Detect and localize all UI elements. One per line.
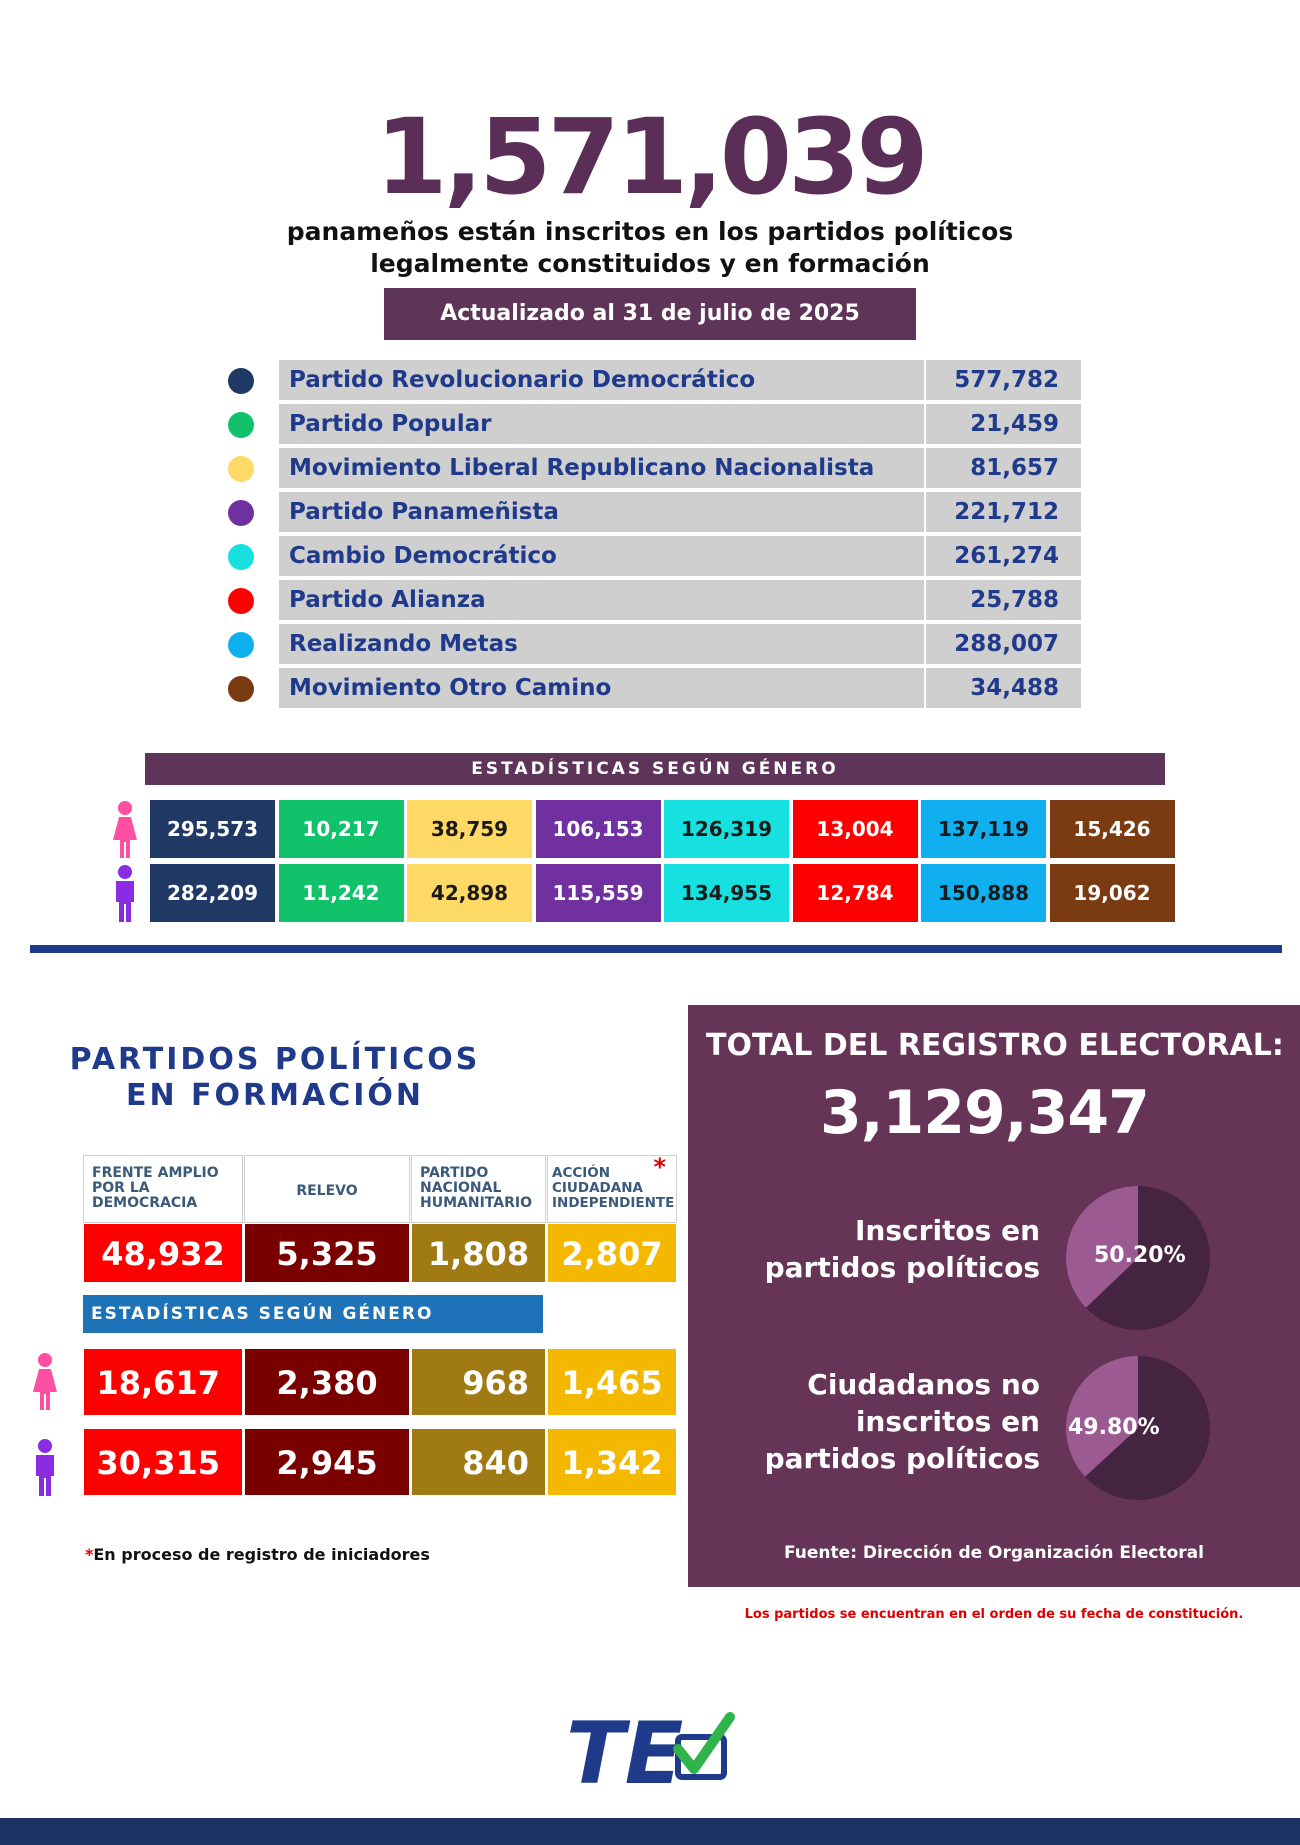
formation-party-name: RELEVO xyxy=(296,1183,358,1199)
not-inscribed-label xyxy=(765,1366,1040,1477)
party-value: 221,712 xyxy=(926,492,1081,532)
formation-female-cell: 968 xyxy=(411,1348,546,1416)
party-color-dot xyxy=(228,412,254,438)
not-inscribed-label-line-1: Ciudadanos no xyxy=(807,1368,1040,1401)
formation-male-cell: 30,315 xyxy=(83,1428,243,1496)
female-count-cell: 38,759 xyxy=(407,800,532,858)
female-count-cell: 106,153 xyxy=(536,800,661,858)
party-color-dot xyxy=(228,676,254,702)
formation-female-cell: 1,465 xyxy=(547,1348,677,1416)
order-note: Los partidos se encuentran en el orden de su fecha de constitución. xyxy=(744,1607,1244,1622)
female-count-cell: 13,004 xyxy=(793,800,918,858)
formation-title-line-1: PARTIDOS POLÍTICOS xyxy=(69,1042,481,1077)
female-count-cell: 295,573 xyxy=(150,800,275,858)
bottom-bar xyxy=(0,1818,1300,1845)
subtitle xyxy=(0,216,1300,280)
footnote-text: En proceso de registro de iniciadores xyxy=(93,1545,430,1564)
party-row xyxy=(228,624,1078,664)
formation-male-cell: 2,945 xyxy=(244,1428,410,1496)
in-process-star: * xyxy=(653,1153,666,1181)
formation-male-icon xyxy=(30,1438,60,1498)
total-inscribed: 1,571,039 xyxy=(375,96,925,218)
party-row xyxy=(228,404,1078,444)
formation-party-name: ACCIÓN CIUDADANA INDEPENDIENTE xyxy=(552,1165,675,1211)
formation-female-icon xyxy=(30,1352,60,1412)
male-count-cell: 115,559 xyxy=(536,864,661,922)
female-count-cell: 10,217 xyxy=(279,800,404,858)
formation-female-cell: 2,380 xyxy=(244,1348,410,1416)
party-color-dot xyxy=(228,544,254,570)
te-logo-text: TE xyxy=(566,1705,684,1795)
formation-title xyxy=(55,1042,495,1114)
formation-female-cell: 18,617 xyxy=(83,1348,243,1416)
party-row xyxy=(228,668,1078,708)
party-color-dot xyxy=(228,368,254,394)
party-row xyxy=(228,492,1078,532)
formation-party-header xyxy=(411,1155,546,1223)
party-row xyxy=(228,360,1078,400)
male-count-cell: 42,898 xyxy=(407,864,532,922)
party-name: Realizando Metas xyxy=(279,624,924,664)
party-name: Partido Panameñista xyxy=(279,492,924,532)
formation-party-total: 1,808 xyxy=(411,1223,546,1283)
party-value: 81,657 xyxy=(926,448,1081,488)
female-count-cell: 126,319 xyxy=(664,800,789,858)
section-divider xyxy=(30,945,1282,953)
party-name: Movimiento Otro Camino xyxy=(279,668,924,708)
party-row xyxy=(228,448,1078,488)
party-color-dot xyxy=(228,456,254,482)
formation-party-header xyxy=(547,1155,677,1223)
footnote xyxy=(85,1545,430,1564)
party-row xyxy=(228,536,1078,576)
not-inscribed-label-line-2: inscritos en xyxy=(855,1405,1040,1438)
footnote-star: * xyxy=(85,1545,94,1564)
party-name: Partido Alianza xyxy=(279,580,924,620)
party-value: 25,788 xyxy=(926,580,1081,620)
registry-total: 3,129,347 xyxy=(820,1078,1149,1148)
formation-party-total: 5,325 xyxy=(244,1223,410,1283)
updated-banner: Actualizado al 31 de julio de 2025 xyxy=(384,288,916,340)
formation-party-name: FRENTE AMPLIO POR LA DEMOCRACIA xyxy=(92,1165,219,1211)
formation-party-header xyxy=(83,1155,243,1223)
party-color-dot xyxy=(228,588,254,614)
party-name: Partido Popular xyxy=(279,404,924,444)
formation-party-name: PARTIDO NACIONAL HUMANITARIO xyxy=(420,1165,532,1211)
party-value: 261,274 xyxy=(926,536,1081,576)
subtitle-line-2: legalmente constituidos y en formación xyxy=(370,249,930,278)
male-count-cell: 19,062 xyxy=(1050,864,1175,922)
formation-male-cell: 840 xyxy=(411,1428,546,1496)
formation-gender-title: ESTADÍSTICAS SEGÚN GÉNERO xyxy=(83,1295,543,1333)
not-inscribed-pct: 49.80% xyxy=(1068,1415,1160,1440)
inscribed-label xyxy=(765,1212,1040,1286)
te-logo xyxy=(560,1705,740,1795)
registry-label: TOTAL DEL REGISTRO ELECTORAL: xyxy=(706,1028,1284,1063)
party-value: 577,782 xyxy=(926,360,1081,400)
not-inscribed-label-line-3: partidos políticos xyxy=(764,1442,1040,1475)
gender-stats-title: ESTADÍSTICAS SEGÚN GÉNERO xyxy=(145,753,1165,785)
female-icon xyxy=(110,800,140,860)
party-value: 21,459 xyxy=(926,404,1081,444)
formation-title-line-2: EN FORMACIÓN xyxy=(125,1078,424,1113)
party-value: 288,007 xyxy=(926,624,1081,664)
inscribed-label-line-1: Inscritos en xyxy=(855,1214,1040,1247)
female-count-cell: 15,426 xyxy=(1050,800,1175,858)
party-name: Cambio Democrático xyxy=(279,536,924,576)
male-icon xyxy=(110,864,140,924)
male-count-cell: 150,888 xyxy=(921,864,1046,922)
source-note: Fuente: Dirección de Organización Electoral xyxy=(784,1543,1204,1563)
party-name: Movimiento Liberal Republicano Nacionalista xyxy=(279,448,924,488)
inscribed-pct: 50.20% xyxy=(1094,1243,1186,1268)
party-value: 34,488 xyxy=(926,668,1081,708)
party-color-dot xyxy=(228,632,254,658)
female-count-cell: 137,119 xyxy=(921,800,1046,858)
inscribed-label-line-2: partidos políticos xyxy=(764,1251,1040,1284)
male-count-cell: 12,784 xyxy=(793,864,918,922)
male-count-cell: 282,209 xyxy=(150,864,275,922)
party-row xyxy=(228,580,1078,620)
formation-party-total: 2,807 xyxy=(547,1223,677,1283)
formation-male-cell: 1,342 xyxy=(547,1428,677,1496)
formation-party-header xyxy=(244,1155,410,1223)
male-count-cell: 134,955 xyxy=(664,864,789,922)
subtitle-line-1: panameños están inscritos en los partidos políticos xyxy=(286,217,1014,246)
male-count-cell: 11,242 xyxy=(279,864,404,922)
party-color-dot xyxy=(228,500,254,526)
party-name: Partido Revolucionario Democrático xyxy=(279,360,924,400)
formation-party-total: 48,932 xyxy=(83,1223,243,1283)
